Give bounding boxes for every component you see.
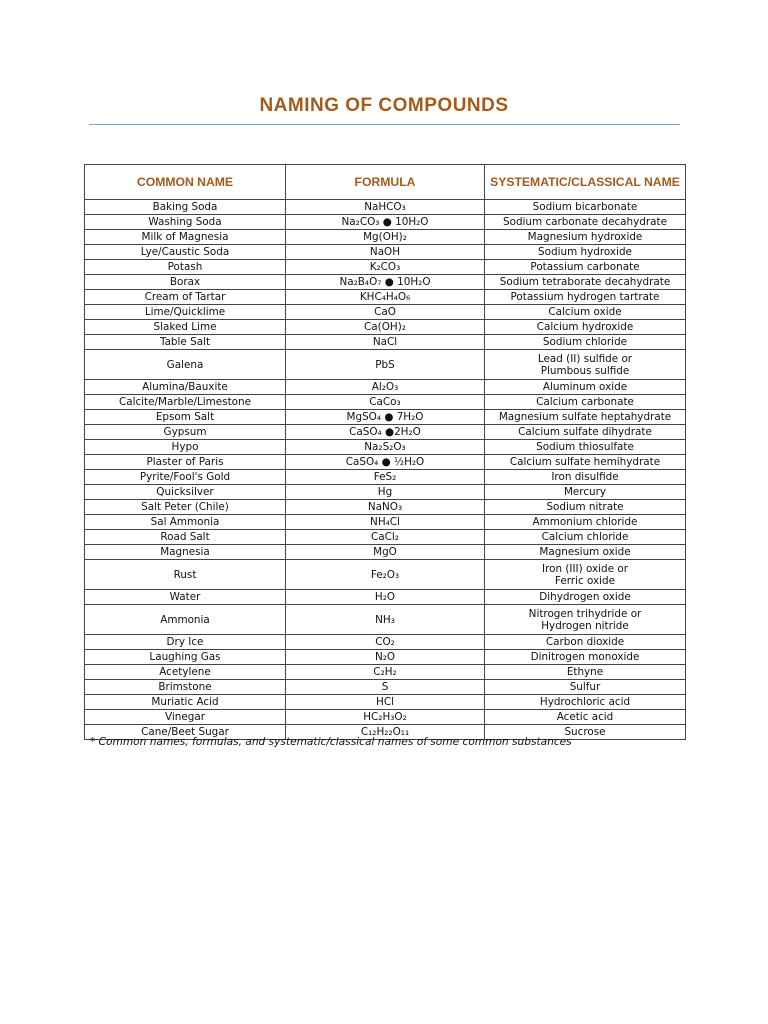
cell-formula: CaCo₃ xyxy=(286,395,485,410)
cell-systematic-name: Magnesium hydroxide xyxy=(485,230,686,245)
cell-formula: NaCl xyxy=(286,335,485,350)
table-row xyxy=(85,530,686,545)
header-systematic-name: SYSTEMATIC/CLASSICAL NAME xyxy=(485,165,686,200)
header-formula: FORMULA xyxy=(286,165,485,200)
cell-formula: Ca(OH)₂ xyxy=(286,320,485,335)
cell-systematic-name: Sodium carbonate decahydrate xyxy=(485,215,686,230)
cell-common-name: Gypsum xyxy=(85,425,286,440)
cell-common-name: Rust xyxy=(85,560,286,590)
cell-formula: C₁₂H₂₂O₁₁ xyxy=(286,725,485,740)
cell-common-name: Milk of Magnesia xyxy=(85,230,286,245)
table-row xyxy=(85,305,686,320)
cell-systematic-name: Hydrochloric acid xyxy=(485,695,686,710)
cell-systematic-name: Iron (III) oxide or Ferric oxide xyxy=(485,560,686,590)
table-row xyxy=(85,455,686,470)
table-row xyxy=(85,500,686,515)
cell-formula: FeS₂ xyxy=(286,470,485,485)
table-row xyxy=(85,515,686,530)
cell-formula: HC₂H₃O₂ xyxy=(286,710,485,725)
cell-common-name: Alumina/Bauxite xyxy=(85,380,286,395)
table-row xyxy=(85,200,686,215)
cell-systematic-name: Sodium hydroxide xyxy=(485,245,686,260)
compounds-table xyxy=(84,164,686,740)
table-body xyxy=(85,200,686,740)
table-row xyxy=(85,380,686,395)
table-row xyxy=(85,470,686,485)
table-row xyxy=(85,710,686,725)
cell-formula: Hg xyxy=(286,485,485,500)
cell-formula: K₂CO₃ xyxy=(286,260,485,275)
cell-systematic-name: Sucrose xyxy=(485,725,686,740)
cell-common-name: Washing Soda xyxy=(85,215,286,230)
cell-systematic-name: Potassium carbonate xyxy=(485,260,686,275)
table-row xyxy=(85,665,686,680)
table-row xyxy=(85,590,686,605)
cell-common-name: Calcite/Marble/Limestone xyxy=(85,395,286,410)
cell-common-name: Lye/Caustic Soda xyxy=(85,245,286,260)
cell-formula: CaO xyxy=(286,305,485,320)
cell-systematic-name: Calcium carbonate xyxy=(485,395,686,410)
cell-common-name: Water xyxy=(85,590,286,605)
cell-systematic-name: Calcium oxide xyxy=(485,305,686,320)
header-common-name: COMMON NAME xyxy=(85,165,286,200)
cell-formula: N₂O xyxy=(286,650,485,665)
cell-formula: Al₂O₃ xyxy=(286,380,485,395)
cell-formula: HCl xyxy=(286,695,485,710)
cell-common-name: Potash xyxy=(85,260,286,275)
table-row xyxy=(85,695,686,710)
cell-formula: MgSO₄ ● 7H₂O xyxy=(286,410,485,425)
table-row xyxy=(85,290,686,305)
cell-systematic-name: Acetic acid xyxy=(485,710,686,725)
cell-common-name: Galena xyxy=(85,350,286,380)
table-row xyxy=(85,320,686,335)
cell-systematic-name: Sodium tetraborate decahydrate xyxy=(485,275,686,290)
cell-formula: CaCl₂ xyxy=(286,530,485,545)
cell-systematic-name: Potassium hydrogen tartrate xyxy=(485,290,686,305)
table-row xyxy=(85,605,686,635)
title-divider xyxy=(89,124,680,125)
table-row xyxy=(85,215,686,230)
cell-systematic-name: Ammonium chloride xyxy=(485,515,686,530)
table-row xyxy=(85,260,686,275)
cell-formula: MgO xyxy=(286,545,485,560)
cell-formula: Mg(OH)₂ xyxy=(286,230,485,245)
header-row xyxy=(85,165,686,200)
cell-formula: NaOH xyxy=(286,245,485,260)
cell-common-name: Road Salt xyxy=(85,530,286,545)
cell-systematic-name: Calcium sulfate hemihydrate xyxy=(485,455,686,470)
cell-systematic-name: Magnesium oxide xyxy=(485,545,686,560)
table-row xyxy=(85,245,686,260)
table-row xyxy=(85,650,686,665)
cell-formula: KHC₄H₄O₆ xyxy=(286,290,485,305)
cell-formula: Na₂B₄O₇ ● 10H₂O xyxy=(286,275,485,290)
cell-common-name: Laughing Gas xyxy=(85,650,286,665)
table-row xyxy=(85,410,686,425)
cell-common-name: Quicksilver xyxy=(85,485,286,500)
table-row xyxy=(85,440,686,455)
cell-formula: CaSO₄ ● ½H₂O xyxy=(286,455,485,470)
cell-systematic-name: Dihydrogen oxide xyxy=(485,590,686,605)
table-row xyxy=(85,335,686,350)
cell-systematic-name: Iron disulfide xyxy=(485,470,686,485)
table-row xyxy=(85,560,686,590)
cell-common-name: Dry Ice xyxy=(85,635,286,650)
table-row xyxy=(85,230,686,245)
cell-common-name: Baking Soda xyxy=(85,200,286,215)
cell-formula: Na₂CO₃ ● 10H₂O xyxy=(286,215,485,230)
cell-systematic-name: Mercury xyxy=(485,485,686,500)
cell-common-name: Brimstone xyxy=(85,680,286,695)
cell-common-name: Plaster of Paris xyxy=(85,455,286,470)
cell-systematic-name: Lead (II) sulfide or Plumbous sulfide xyxy=(485,350,686,380)
cell-common-name: Cream of Tartar xyxy=(85,290,286,305)
cell-systematic-name: Calcium sulfate dihydrate xyxy=(485,425,686,440)
cell-common-name: Vinegar xyxy=(85,710,286,725)
footnote: * Common names, formulas, and systematic/classical names of some common substances xyxy=(90,736,572,748)
cell-common-name: Magnesia xyxy=(85,545,286,560)
cell-common-name: Slaked Lime xyxy=(85,320,286,335)
cell-formula: H₂O xyxy=(286,590,485,605)
cell-formula: NH₄Cl xyxy=(286,515,485,530)
cell-systematic-name: Aluminum oxide xyxy=(485,380,686,395)
cell-systematic-name: Nitrogen trihydride or Hydrogen nitride xyxy=(485,605,686,635)
cell-common-name: Cane/Beet Sugar xyxy=(85,725,286,740)
page-title: NAMING OF COMPOUNDS xyxy=(259,95,509,116)
cell-formula: PbS xyxy=(286,350,485,380)
cell-systematic-name: Carbon dioxide xyxy=(485,635,686,650)
table-header xyxy=(85,165,686,200)
cell-formula: C₂H₂ xyxy=(286,665,485,680)
table-row xyxy=(85,395,686,410)
cell-systematic-name: Sodium nitrate xyxy=(485,500,686,515)
cell-common-name: Pyrite/Fool's Gold xyxy=(85,470,286,485)
cell-formula: CO₂ xyxy=(286,635,485,650)
cell-common-name: Salt Peter (Chile) xyxy=(85,500,286,515)
cell-common-name: Hypo xyxy=(85,440,286,455)
cell-common-name: Acetylene xyxy=(85,665,286,680)
cell-common-name: Muriatic Acid xyxy=(85,695,286,710)
cell-systematic-name: Sodium thiosulfate xyxy=(485,440,686,455)
table-row xyxy=(85,545,686,560)
cell-common-name: Table Salt xyxy=(85,335,286,350)
cell-systematic-name: Calcium chloride xyxy=(485,530,686,545)
cell-systematic-name: Sodium bicarbonate xyxy=(485,200,686,215)
cell-systematic-name: Dinitrogen monoxide xyxy=(485,650,686,665)
cell-common-name: Sal Ammonia xyxy=(85,515,286,530)
table-row xyxy=(85,485,686,500)
cell-systematic-name: Sulfur xyxy=(485,680,686,695)
cell-systematic-name: Magnesium sulfate heptahydrate xyxy=(485,410,686,425)
cell-formula: CaSO₄ ●2H₂O xyxy=(286,425,485,440)
cell-formula: NH₃ xyxy=(286,605,485,635)
cell-common-name: Ammonia xyxy=(85,605,286,635)
cell-formula: Fe₂O₃ xyxy=(286,560,485,590)
cell-systematic-name: Sodium chloride xyxy=(485,335,686,350)
table-row xyxy=(85,275,686,290)
cell-formula: S xyxy=(286,680,485,695)
cell-common-name: Borax xyxy=(85,275,286,290)
cell-systematic-name: Calcium hydroxide xyxy=(485,320,686,335)
table-row xyxy=(85,425,686,440)
table-row xyxy=(85,680,686,695)
cell-common-name: Epsom Salt xyxy=(85,410,286,425)
cell-formula: NaNO₃ xyxy=(286,500,485,515)
cell-formula: Na₂S₂O₃ xyxy=(286,440,485,455)
cell-common-name: Lime/Quicklime xyxy=(85,305,286,320)
cell-systematic-name: Ethyne xyxy=(485,665,686,680)
cell-formula: NaHCO₃ xyxy=(286,200,485,215)
table-row xyxy=(85,350,686,380)
table-row xyxy=(85,635,686,650)
